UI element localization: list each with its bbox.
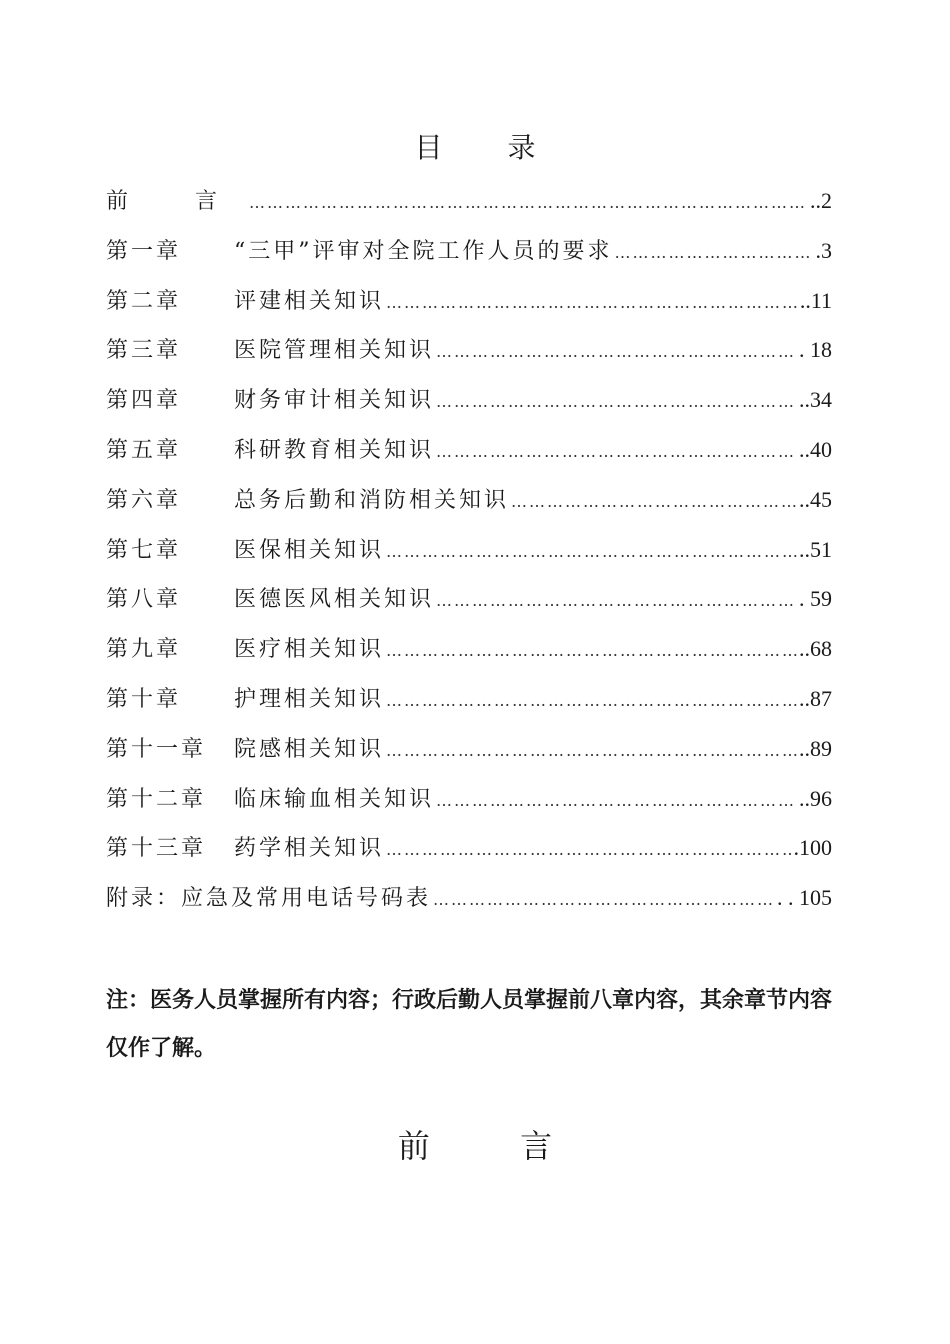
toc-entry-chapter-9[interactable]: [106, 624, 832, 674]
toc-entry-preface[interactable]: [106, 176, 832, 226]
toc-leader-dots: [386, 825, 791, 875]
toc-chapter-label: 第十一章: [106, 736, 207, 762]
toc-leader-dots: [249, 178, 808, 228]
toc-leader-dots: [386, 726, 797, 776]
toc-entry-title: 护理相关知识: [234, 686, 385, 712]
toc-entry-chapter-1[interactable]: [106, 226, 832, 276]
toc-page-number: ..40: [799, 436, 832, 462]
toc-entry-chapter-11[interactable]: [106, 724, 832, 774]
toc-chapter-label: 第十章: [106, 686, 182, 712]
toc-page-number: ..51: [799, 536, 832, 562]
toc-chapter-label: 第三章: [106, 338, 182, 364]
toc-entry-chapter-7[interactable]: [106, 525, 832, 575]
toc-leader-dots: [511, 477, 797, 527]
toc-leader-dots: [386, 527, 797, 577]
toc-leader-dots: [436, 427, 797, 477]
toc-entry-title: 评建相关知识: [234, 288, 385, 314]
toc-page-number: ..11: [799, 287, 832, 313]
toc-chapter-label: 第四章: [106, 388, 182, 414]
toc-entry-title: 科研教育相关知识: [234, 437, 435, 463]
toc-entry-chapter-4[interactable]: [106, 375, 832, 425]
toc-leader-dots: [436, 377, 797, 427]
toc-page-number: . 59: [799, 586, 832, 612]
toc-page-number: ..2: [810, 188, 832, 213]
toc-chapter-label: 第五章: [106, 437, 182, 463]
toc-chapter-label: 第十三章: [106, 836, 207, 862]
toc-entry-title: 财务审计相关知识: [234, 388, 435, 414]
toc-entry-appendix[interactable]: [106, 873, 832, 923]
toc-chapter-label: 第六章: [106, 487, 182, 513]
toc-leader-dots: [615, 228, 814, 278]
toc-chapter-label: 第一章: [106, 238, 182, 264]
toc-leader-dots: [386, 278, 798, 328]
toc-entry-title: 临床输血相关知识: [234, 786, 435, 812]
section-title-preface: 前 言: [397, 1127, 593, 1165]
reading-note: 注：医务人员掌握所有内容；行政后勤人员掌握前八章内容，其余章节内容仅作了解。: [106, 987, 833, 1061]
toc-list: [106, 176, 832, 923]
toc-chapter-label: 第八章: [106, 587, 182, 613]
toc-leader-dots: [386, 676, 797, 726]
toc-leader-dots: [436, 327, 797, 377]
toc-page-number: . 18: [799, 337, 832, 363]
toc-entry-title: 总务后勤和消防相关知识: [234, 487, 510, 513]
toc-entry-title: 医疗相关知识: [234, 637, 385, 663]
toc-entry-chapter-12[interactable]: [106, 774, 832, 824]
toc-chapter-label: 前 言: [106, 189, 247, 214]
toc-page-number: ..45: [799, 486, 832, 512]
toc-entry-title: “三甲”评审对全院工作人员的要求: [234, 238, 613, 264]
toc-title: 目 录: [414, 131, 564, 164]
toc-entry-chapter-6[interactable]: [106, 475, 832, 525]
toc-chapter-label: 第七章: [106, 537, 182, 563]
toc-entry-chapter-5[interactable]: [106, 425, 832, 475]
toc-page-number: ..89: [799, 735, 832, 761]
toc-leader-dots: [436, 576, 797, 626]
toc-entry-title: 医保相关知识: [234, 537, 385, 563]
toc-entry-title: 附录：应急及常用电话号码表: [106, 886, 432, 912]
toc-page-number: ..96: [799, 785, 832, 811]
toc-page-number: ..87: [799, 685, 832, 711]
toc-page-number: .3: [815, 237, 832, 263]
toc-leader-dots: [433, 875, 775, 925]
toc-page-number: . . 105: [777, 885, 832, 911]
toc-entry-chapter-13[interactable]: [106, 823, 832, 873]
toc-chapter-label: 第十二章: [106, 786, 207, 812]
toc-chapter-label: 第九章: [106, 637, 182, 663]
toc-entry-title: 药学相关知识: [234, 836, 385, 862]
toc-page-number: ..34: [799, 387, 832, 413]
toc-leader-dots: [436, 776, 797, 826]
toc-entry-chapter-3[interactable]: [106, 325, 832, 375]
toc-entry-title: 医德医风相关知识: [234, 587, 435, 613]
toc-page-number: .100: [793, 835, 832, 861]
toc-entry-chapter-2[interactable]: [106, 276, 832, 326]
toc-entry-title: 医院管理相关知识: [234, 338, 435, 364]
toc-page-number: ..68: [799, 636, 832, 662]
toc-entry-title: 院感相关知识: [234, 736, 385, 762]
toc-chapter-label: 第二章: [106, 288, 182, 314]
toc-entry-chapter-10[interactable]: [106, 674, 832, 724]
toc-entry-chapter-8[interactable]: [106, 574, 832, 624]
toc-leader-dots: [386, 626, 797, 676]
